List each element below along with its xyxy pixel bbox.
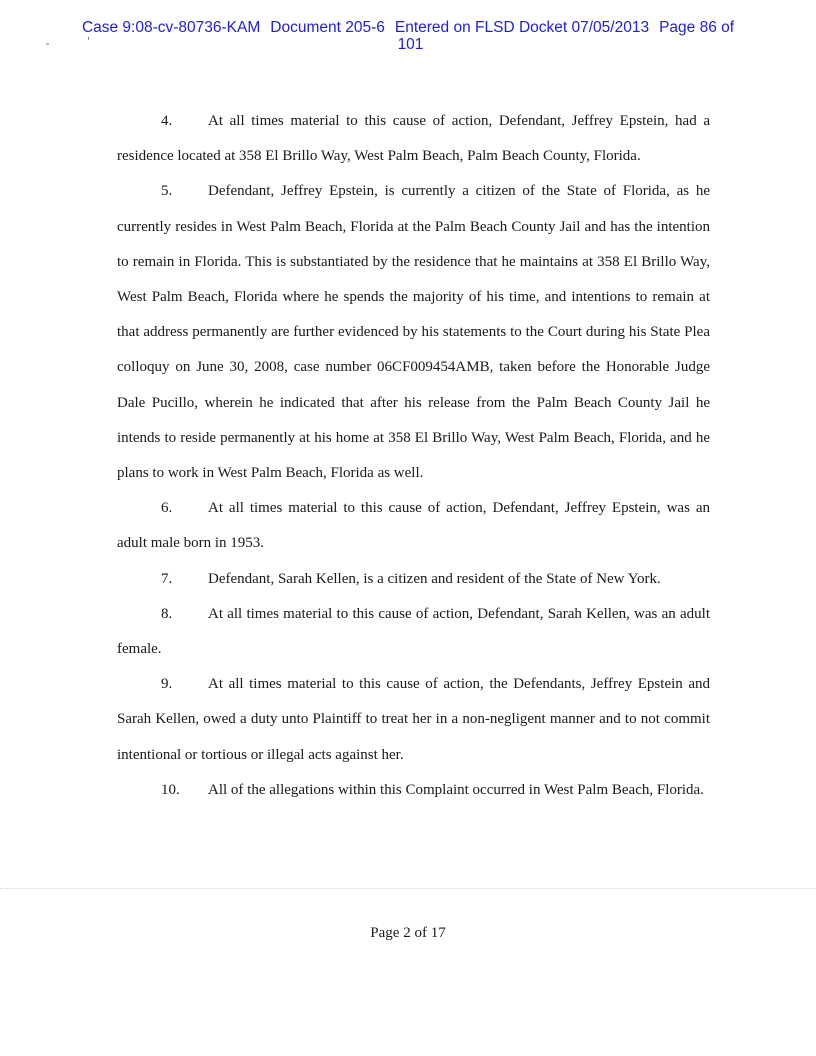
complaint-body <box>117 104 710 808</box>
document-number: Document 205-6 <box>270 19 385 36</box>
paragraph-9 <box>117 667 710 773</box>
paragraph-6 <box>117 491 710 561</box>
docket-header-line <box>0 19 816 36</box>
paragraph-text: At all times material to this cause of action, the Defendants, Jeffrey Epstein and Sarah Kellen, owed a duty unto Plaintiff to treat her in a non-negligent manner and to not commit intentional or tortious or illegal acts against her. <box>117 676 710 763</box>
page-of-label: Page 86 of <box>659 19 735 36</box>
paragraph-text: All of the allegations within this Complaint occurred in West Palm Beach, Florida. <box>208 781 704 798</box>
scan-speck: ˘ <box>45 43 50 54</box>
paragraph-number: 5. <box>161 183 173 200</box>
page-total: 101 <box>397 36 424 53</box>
paragraph-number: 9. <box>161 676 173 693</box>
paragraph-10 <box>117 773 710 808</box>
docket-header <box>0 19 816 53</box>
case-number: Case 9:08-cv-80736-KAM <box>81 19 261 36</box>
paragraph-text: At all times material to this cause of action, Defendant, Jeffrey Epstein, was an adult male born in 1953. <box>117 500 710 552</box>
docket-entry: Entered on FLSD Docket 07/05/2013 <box>394 19 650 36</box>
paragraph-4 <box>117 104 710 174</box>
paragraph-7 <box>117 562 710 597</box>
paragraph-5 <box>117 174 710 491</box>
paragraph-text: Defendant, Sarah Kellen, is a citizen and resident of the State of New York. <box>208 570 661 587</box>
footer-divider <box>0 888 816 889</box>
paragraph-text: Defendant, Jeffrey Epstein, is currently a citizen of the State of Florida, as he currently resides in West Palm Beach, Florida at the Palm Beach County Jail and has the intention to remain in Florida. This is substantiated by the residence that he maintains at 358 El Brillo Way, West Palm Beach, Florida where he spends the majority of his time, and intentions to remain at that address permanently are further evidenced by his statements to the Court during his State Plea colloquy on June 30, 2008, case number 06CF009454AMB, taken before the Honorable Judge Dale Pucillo, wherein he indicated that after his release from the Palm Beach County Jail he intends to reside permanently at his home at 358 El Brillo Way, West Palm Beach, Florida, and he plans to work in West Palm Beach, Florida as well. <box>117 183 710 482</box>
paragraph-number: 6. <box>161 500 173 517</box>
paragraph-number: 7. <box>161 570 173 587</box>
paragraph-text: At all times material to this cause of action, Defendant, Sarah Kellen, was an adult female. <box>117 605 710 658</box>
paragraph-number: 10. <box>161 781 180 798</box>
paragraph-text: At all times material to this cause of action, Defendant, Jeffrey Epstein, had a residence located at 358 El Brillo Way, West Palm Beach, Palm Beach County, Florida. <box>117 113 710 165</box>
scan-speck: ' <box>87 36 90 47</box>
paragraph-number: 8. <box>161 605 173 622</box>
paragraph-8 <box>117 597 710 667</box>
paragraph-number: 4. <box>161 113 173 129</box>
page-number: Page 2 of 17 <box>370 925 446 941</box>
